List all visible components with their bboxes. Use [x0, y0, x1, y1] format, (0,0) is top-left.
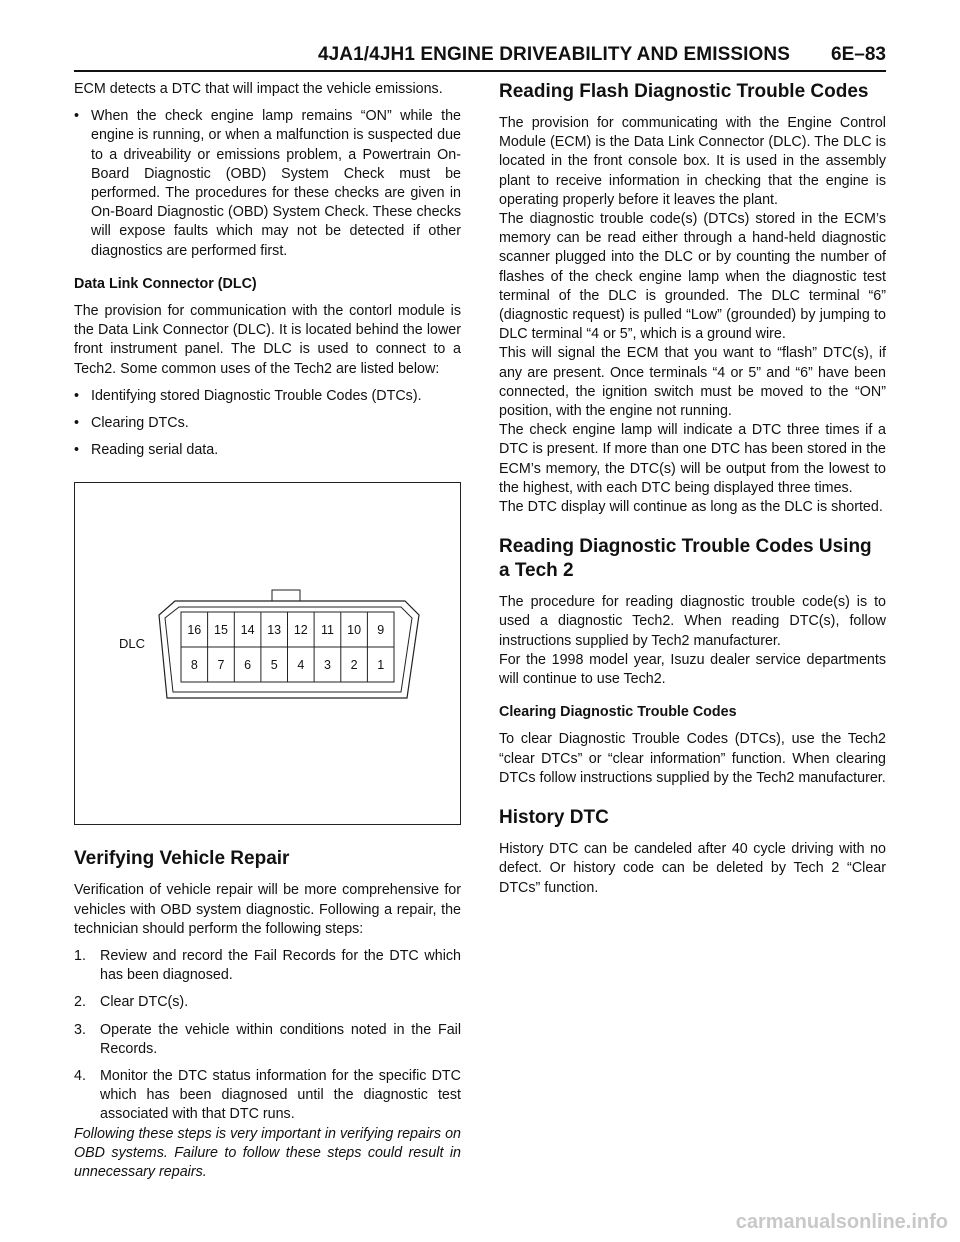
step-text: Clear DTC(s).: [100, 994, 189, 1011]
step-item: [74, 993, 461, 1012]
flash-paragraph: This will signal the ECM that you want to “flash” DTC(s), if any are present. Once terminals “4 or 5” and “6” have been connected, the ignition switch must be moved to the “ON” position, with the engine not running.: [499, 345, 886, 420]
step-number: 3.: [74, 1021, 86, 1038]
clear-heading: Clearing Diagnostic Trouble Codes: [499, 704, 737, 721]
pin-label: 15: [214, 623, 228, 638]
dlc-connector-diagram: [75, 483, 460, 824]
steps-list: [74, 947, 461, 1125]
pin-label: 16: [187, 623, 202, 638]
verify-heading: Verifying Vehicle Repair: [74, 848, 290, 870]
left-column: [74, 80, 461, 1182]
use-item: • Identifying stored Diagnostic Trouble Codes (DTCs).: [74, 387, 461, 406]
header-rule: [74, 70, 886, 72]
step-item: [74, 947, 461, 985]
flash-paragraph: The provision for communicating with the Engine Control Module (ECM) is the Data Link Connector (DLC). The DLC is located in the front console box. It is used in the assembly plant to receive information in checking that the engine is operating properly before it leaves the plant.: [499, 115, 886, 208]
pin-label: 2: [350, 658, 358, 673]
pin-label: 11: [321, 623, 334, 638]
pin-label: 9: [377, 623, 385, 638]
step-text: Review and record the Fail Records for the DTC which has been diagnosed.: [100, 948, 461, 984]
use-item: • Reading serial data.: [74, 441, 461, 460]
step-item: [74, 1067, 461, 1125]
step-number: 2.: [74, 994, 86, 1011]
step-item: [74, 1021, 461, 1059]
dlc-heading: Data Link Connector (DLC): [74, 275, 257, 292]
step-number: 1.: [74, 948, 86, 965]
header-title: 4JA1/4JH1 ENGINE DRIVEABILITY AND EMISSIONS: [317, 44, 790, 65]
clear-paragraph: To clear Diagnostic Trouble Codes (DTCs), use the Tech2 “clear DTCs” or “clear information” function. When clearing DTCs follow instructions supplied by the Tech2 manufacturer.: [499, 731, 886, 786]
verify-paragraph: Verification of vehicle repair will be more comprehensive for vehicles with OBD system diagnostic. Following a repair, the technician should perform the following steps:: [74, 882, 461, 937]
tech2-paragraph: The procedure for reading diagnostic trouble code(s) is to used a diagnostic Tech2. When reading DTC(s), follow instructions supplied by Tech2 manufacturer.: [499, 594, 886, 649]
step-text: Monitor the DTC status information for the specific DTC which has been diagnosed until the diagnostic test associated with that DTC runs.: [100, 1068, 461, 1123]
step-text: Operate the vehicle within conditions noted in the Fail Records.: [100, 1021, 461, 1057]
pin-label: 10: [347, 623, 362, 638]
use-item: • Clearing DTCs.: [74, 414, 461, 433]
pin-label: 14: [240, 623, 255, 638]
pin-label: 3: [324, 658, 331, 673]
dlc-connector-figure: [74, 482, 461, 825]
tech2-paragraph: For the 1998 model year, Isuzu dealer service departments will continue to use Tech2.: [499, 651, 886, 688]
pin-label: 8: [190, 658, 198, 673]
page-number: 6E–83: [831, 44, 886, 65]
flash-heading: Reading Flash Diagnostic Trouble Codes: [499, 81, 869, 102]
pin-label: 5: [270, 658, 278, 673]
watermark: carmanualsonline.info: [735, 1211, 948, 1233]
pin-label: 4: [297, 658, 305, 673]
right-column: [499, 80, 886, 906]
tech2-heading: Reading Diagnostic Trouble Codes Using a Tech 2: [499, 536, 872, 582]
flash-paragraph: The DTC display will continue as long as the DLC is shorted.: [499, 499, 883, 516]
dlc-paragraph: The provision for communication with the contorl module is the Data Link Connector (DLC). It is located behind the lower front instrument panel. The DLC is used to connect to a Tech2. Some common uses of the Tech2 are listed below:: [74, 303, 461, 377]
intro-paragraph: ECM detects a DTC that will impact the vehicle emissions.: [74, 81, 443, 97]
pin-label: 6: [244, 658, 252, 673]
history-heading: History DTC: [499, 807, 609, 829]
pin-label: 12: [293, 623, 308, 638]
warning-note: Following these steps is very important in verifying repairs on OBD systems. Failure to follow these steps could result in unnecessary repairs.: [74, 1125, 461, 1181]
flash-paragraph: The check engine lamp will indicate a DTC three times if a DTC is present. If more than one DTC has been stored in the ECM’s memory, the DTC(s) will be output from the lowest to the highest, with each DTC being displayed three times.: [499, 422, 886, 496]
dlc-label: DLC: [119, 636, 146, 652]
pin-label: 1: [377, 658, 385, 673]
step-number: 4.: [74, 1068, 86, 1085]
check-lamp-bullet: • When the check engine lamp remains “ON” while the engine is running, or when a malfunction is suspected due to a driveability or emissions problem, a Powertrain On-Board Diagnostic (OBD) System Check must be performed. The procedures for these checks are given in On-Board Diagnostic (OBD) System Check. These checks will expose faults which may not be detected if other diagnostics are performed first.: [74, 107, 461, 261]
history-paragraph: History DTC can be candeled after 40 cycle driving with no defect. Or history code can be deleted by Tech 2 “Clear DTCs” function.: [499, 841, 886, 896]
pin-label: 13: [267, 623, 282, 638]
flash-paragraph: The diagnostic trouble code(s) (DTCs) stored in the ECM’s memory can be read either through a hand-held diagnostic scanner plugged into the DLC or by counting the number of flashes of the check engine lamp when the diagnostic test terminal of the DLC is grounded. The DLC terminal “6” (diagnostic request) is pulled “Low” (grounded) by jumping to DLC terminal “4 or 5”, which is a ground wire.: [499, 211, 886, 343]
page-header: [74, 40, 886, 70]
pin-label: 7: [217, 658, 225, 673]
